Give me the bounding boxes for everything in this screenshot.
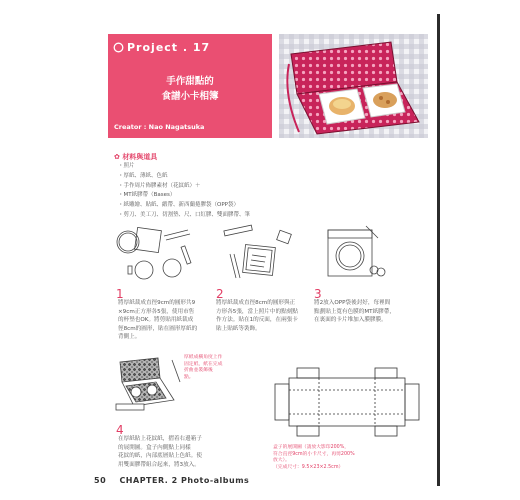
list-item: ・剪刀、美工刀、切割墊、尺、口紅膠、雙面膠帶、筆 <box>118 211 251 218</box>
materials-heading <box>114 152 157 162</box>
flower-icon: ✿ <box>114 153 120 161</box>
list-item: ・MT紙膠帶（Bases） <box>118 192 176 199</box>
page-edge-marker <box>437 14 440 486</box>
note-line: 盒子的展開圖（請放大影印200%， <box>273 445 350 450</box>
list-item: ・手作周片佈膠素材（花紋紙）＋ <box>118 182 201 189</box>
project-header-panel <box>108 34 272 138</box>
step2-line: 將厚紙裁成直徑8cm的圓形與正 <box>216 300 296 306</box>
diagram-note <box>273 445 355 471</box>
step3-line: 在裏面的卡片堆加入膜膠膜。 <box>314 317 387 324</box>
step1-text <box>118 299 197 342</box>
note-line: 折曲並裝飾後 <box>184 368 213 374</box>
step2-line: 作方法。貼在1的反面，在兩張卡 <box>216 317 298 324</box>
step1-line: 的杯墊也OK。將剪貼用紙裁成 <box>118 317 194 324</box>
step1-illustration <box>114 226 204 292</box>
step1-line: 背側上。 <box>118 334 141 341</box>
step3-text <box>314 299 395 325</box>
step4-text <box>118 435 202 469</box>
step2-illustration <box>216 224 302 292</box>
step4-illustration <box>112 352 192 426</box>
project-title-line1: 手作甜點的 <box>166 76 214 87</box>
step3-number: 3 <box>314 287 322 301</box>
chapter-label: CHAPTER. 2 Photo-albums <box>119 476 250 485</box>
list-item: ・厚紙、薄紙、色紙 <box>118 172 168 179</box>
step1-line: ×9cm正方形各5張，使用市售 <box>118 308 195 315</box>
project-label: Project . 17 <box>127 41 211 54</box>
step2-text <box>216 299 298 333</box>
materials-list <box>118 162 250 221</box>
step2-line: 方形各5張，當上照片中的點刻點 <box>216 308 298 315</box>
step2-number: 2 <box>216 287 224 301</box>
list-item: ・照片 <box>118 163 135 169</box>
note-line: 固定紙，紙在完成 <box>184 361 223 367</box>
step4-side-note <box>184 355 222 381</box>
step3-line: 點劃貼上寬有色膜的MT紙膠帶， <box>314 308 395 315</box>
list-item: ・紙雕繪、貼紙、緞帶、新西蘭捲膠袋（OPP袋） <box>118 202 239 209</box>
creator-credit: Creator : Nao Nagatsuka <box>114 123 205 131</box>
box-net-diagram <box>273 366 421 442</box>
step1-line: 徑8cm的圓形，貼在圓形厚紙的 <box>118 325 198 332</box>
page-number: 50 <box>94 476 107 485</box>
project-title-line2: 食譜小卡相簿 <box>161 91 219 102</box>
materials-title-text: 材料與道具 <box>122 153 158 161</box>
page-footer <box>94 476 249 485</box>
note-line: 點。 <box>184 374 194 380</box>
product-photo <box>279 34 428 138</box>
step1-number: 1 <box>116 287 124 301</box>
note-line: （完成尺寸：9.5×23×2.5cm） <box>273 464 344 470</box>
step4-line: 用雙面膠帶組合起來，將3放入。 <box>118 461 200 468</box>
note-line: 厚紙成橫角度上作 <box>184 355 223 360</box>
circle-icon <box>113 42 124 53</box>
step4-number: 4 <box>116 423 124 437</box>
step3-illustration <box>314 222 394 292</box>
step2-line: 貼上貼紙等裝飾。 <box>216 325 261 332</box>
step3-line: 將2放入OPP袋後封好，每裡間 <box>314 300 391 306</box>
step4-line: 在厚紙貼上花紋紙，摺着右邊箱子 <box>118 436 202 442</box>
step1-line: 將厚紙裁成直徑9cm的圓形共9 <box>118 300 196 306</box>
note-line: 符合直徑9cm的小卡尺寸，再剪200% <box>273 451 355 457</box>
step4-line: 花紋的紙，內部底層貼上色紙。使 <box>118 453 202 460</box>
note-line: 放大）。 <box>273 458 290 464</box>
step4-line: 的展開圖。盒子內側點上同樣 <box>118 444 191 451</box>
